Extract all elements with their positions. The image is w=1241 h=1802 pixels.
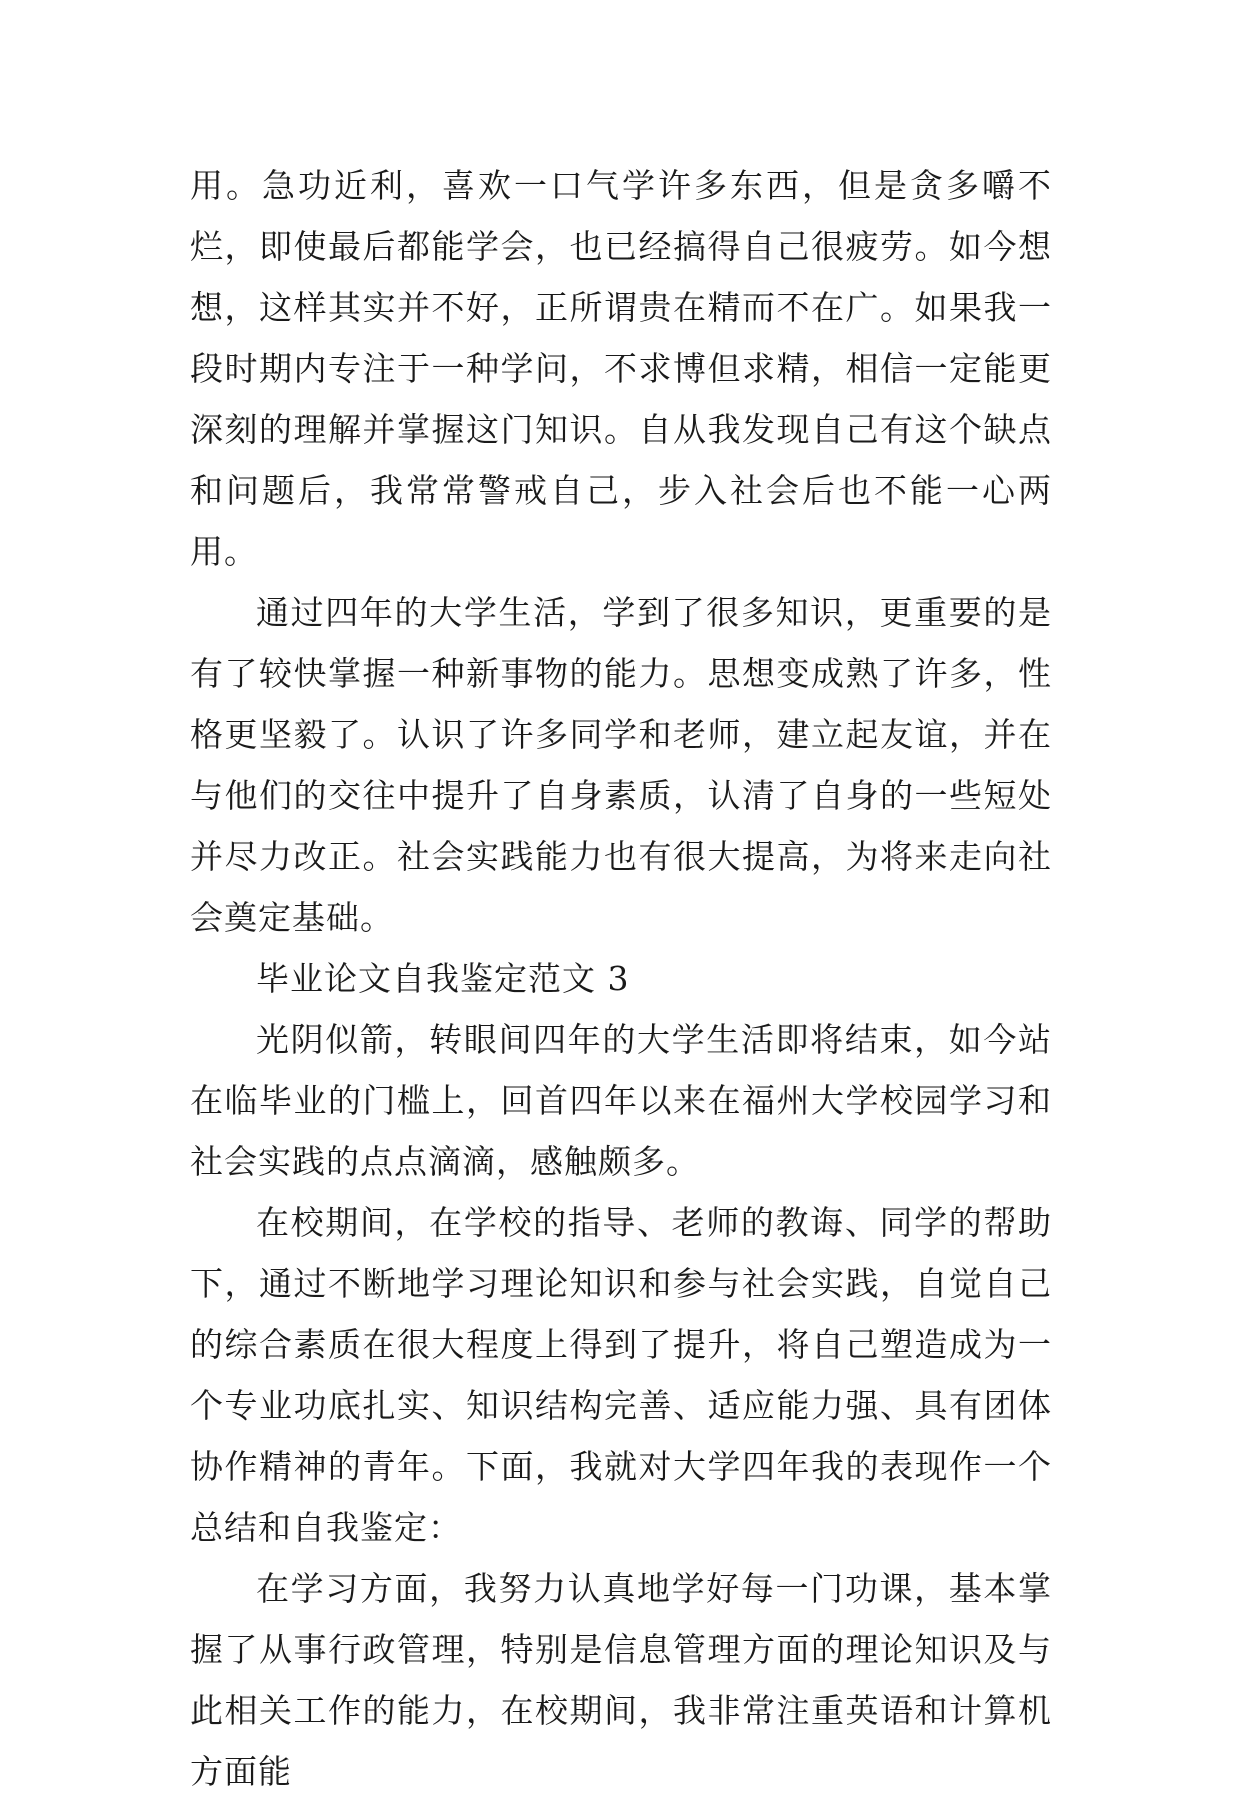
paragraph-intro: 光阴似箭，转眼间四年的大学生活即将结束，如今站在临毕业的门槛上，回首四年以来在福州大学校园学习和社会实践的点点滴滴，感触颇多。 — [190, 1020, 1052, 1181]
paragraph-school-period: 在校期间，在学校的指导、老师的教诲、同学的帮助下，通过不断地学习理论知识和参与社会实践，自觉自己的综合素质在很大程度上得到了提升，将自己塑造成为一个专业功底扎实、知识结构完善、适应能力强、具有团体协作精神的青年。下面，我就对大学四年我的表现作一个总结和自我鉴定： — [190, 1203, 1052, 1547]
section-heading: 毕业论文自我鉴定范文 3 — [256, 959, 630, 998]
paragraph-study: 在学习方面，我努力认真地学好每一门功课，基本掌握了从事行政管理，特别是信息管理方面的理论知识及与此相关工作的能力，在校期间，我非常注重英语和计算机方面能 — [190, 1569, 1052, 1791]
document-page — [190, 155, 1052, 1802]
paragraph-continuation: 用。急功近利，喜欢一口气学许多东西，但是贪多嚼不烂，即使最后都能学会，也已经搞得自己很疲劳。如今想想，这样其实并不好，正所谓贵在精而不在广。如果我一段时期内专注于一种学问，不求博但求精，相信一定能更深刻的理解并掌握这门知识。自从我发现自己有这个缺点和问题后，我常常警戒自己，步入社会后也不能一心两用。 — [190, 166, 1052, 571]
paragraph-university-life: 通过四年的大学生活，学到了很多知识，更重要的是有了较快掌握一种新事物的能力。思想变成熟了许多，性格更坚毅了。认识了许多同学和老师，建立起友谊，并在与他们的交往中提升了自身素质，认清了自身的一些短处并尽力改正。社会实践能力也有很大提高，为将来走向社会奠定基础。 — [190, 593, 1052, 937]
